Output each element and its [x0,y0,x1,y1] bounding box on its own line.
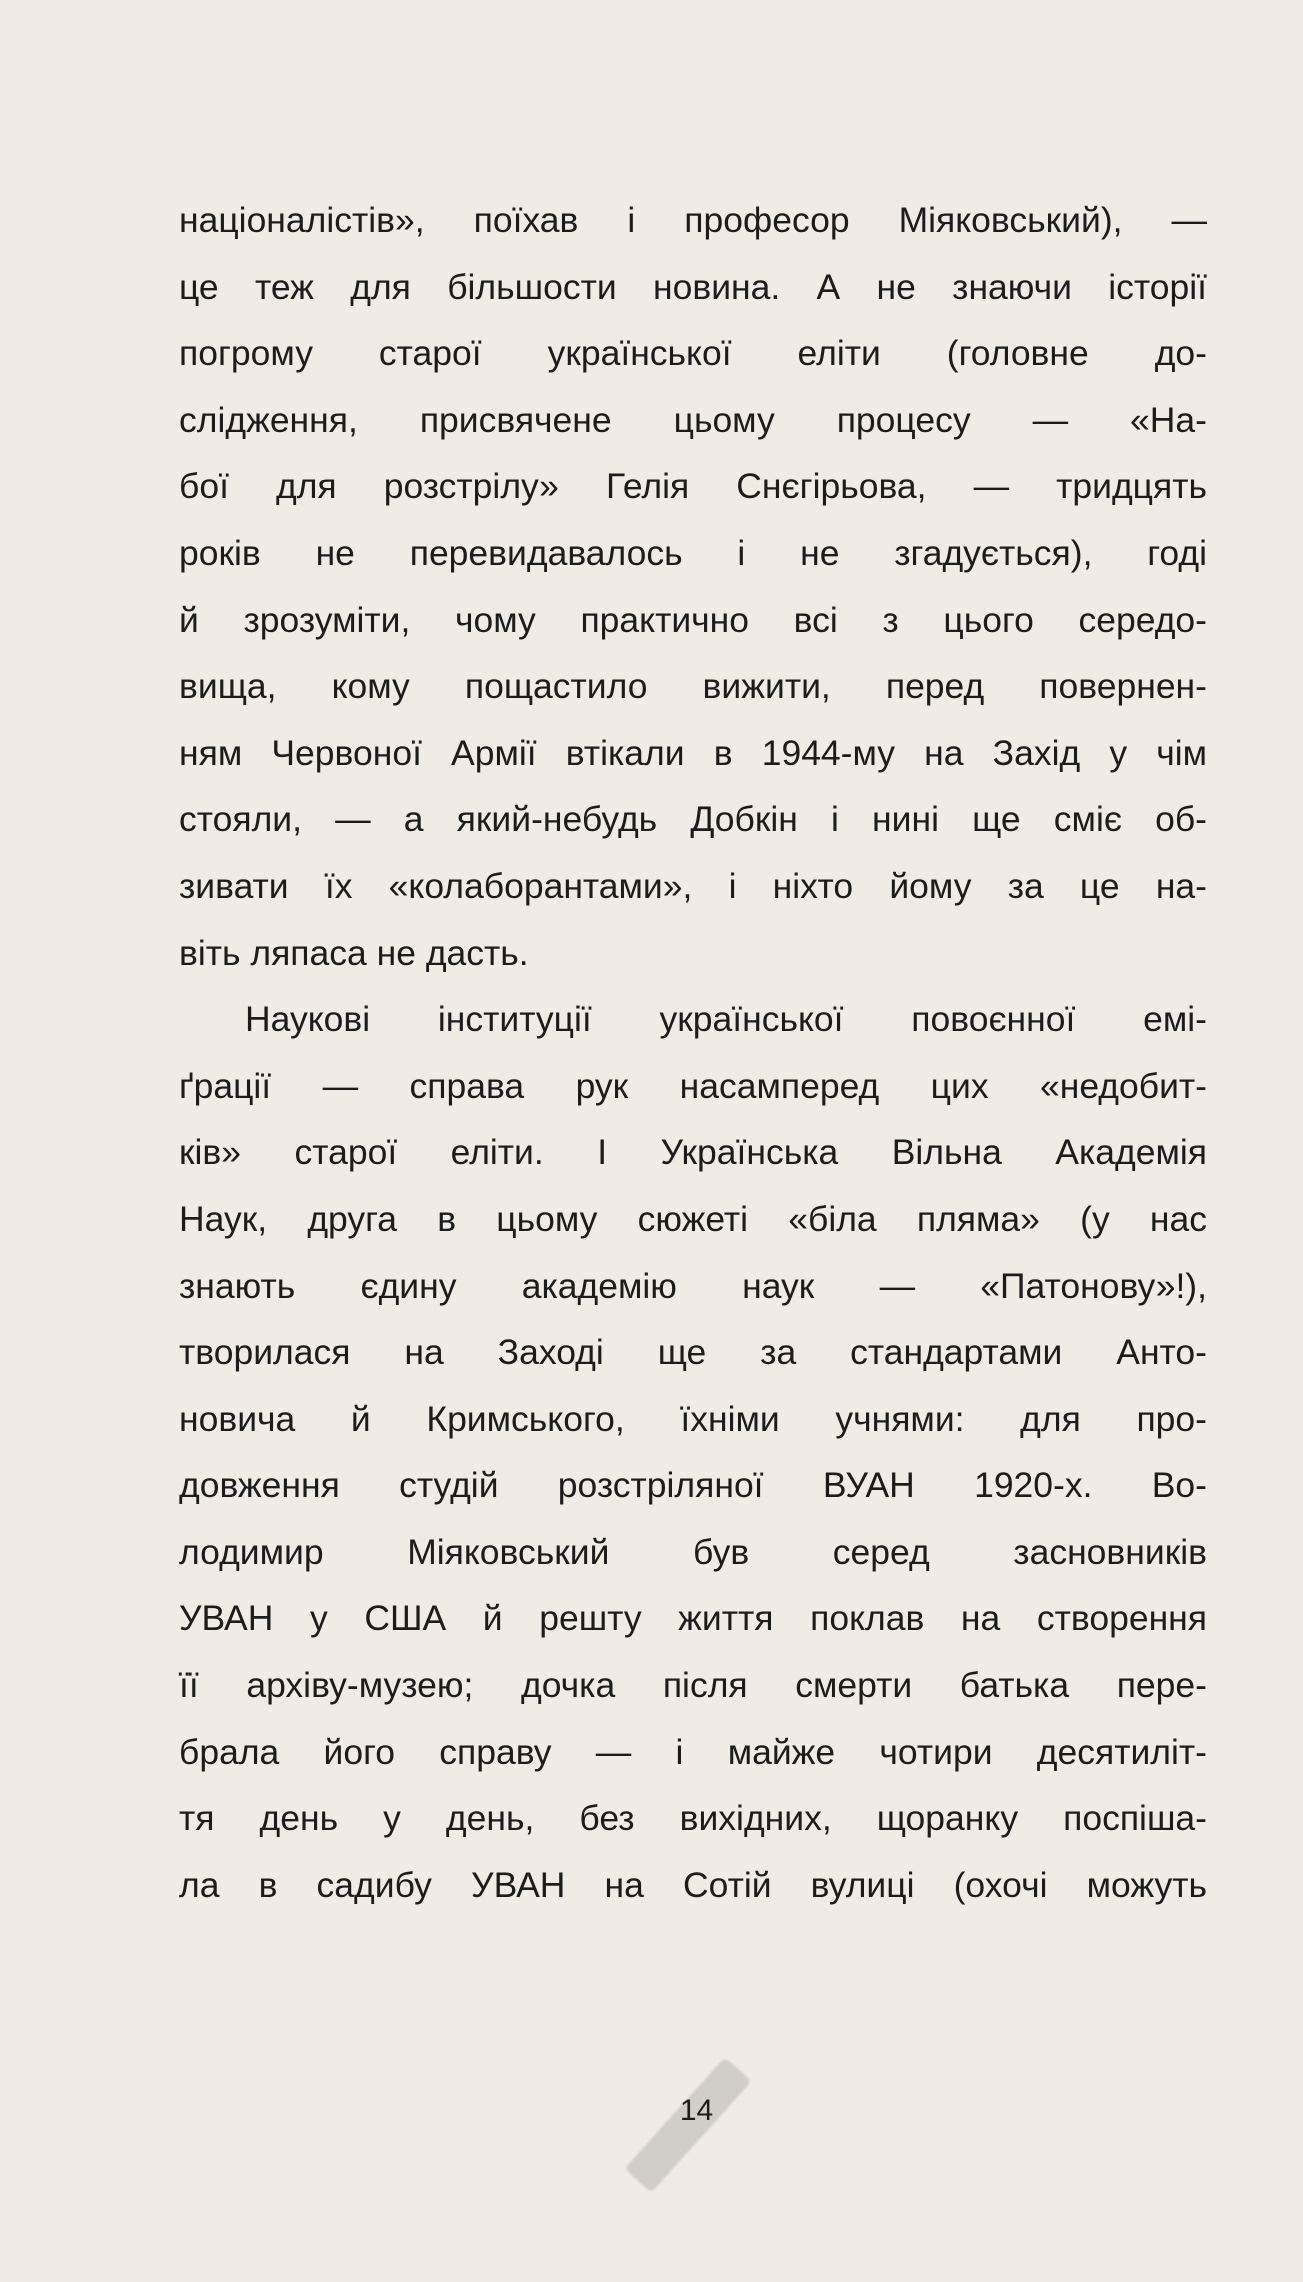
text-line: ків» старої еліти. І Українська Вільна Академія [179,1132,1207,1173]
text-line: тя день у день, без вихідних, щоранку поспіша- [179,1798,1207,1839]
text-line: націоналістів», поїхав і професор Міяковський), — [179,200,1207,240]
text-line: зивати їх «колаборантами», і ніхто йому за це на- [179,865,1207,906]
text-line: довження студій розстріляної ВУАН 1920-х. Во- [179,1465,1207,1506]
text-line: знають єдину академію наук — «Патонову»!), [179,1265,1207,1306]
text-line: Наук, друга в цьому сюжеті «біла пляма» (у нас [179,1198,1207,1239]
text-line: це теж для більшости новина. А не знаючи історії [179,266,1207,307]
text-line: погрому старої української еліти (головне до- [179,333,1207,374]
text-line: віть ляпаса не дасть. [179,932,529,973]
paragraph-1 [179,187,1207,986]
text-line: ла в садибу УВАН на Сотій вулиці (охочі можуть [179,1864,1207,1905]
text-line: новича й Кримського, їхніми учнями: для про- [179,1398,1207,1439]
text-line: ням Червоної Армії втікали в 1944-му на Захід у чім [179,732,1207,773]
text-line: слідження, присвячене цьому процесу — «На- [179,399,1207,440]
text-line: ґрації — справа рук насамперед цих «недобит- [179,1065,1207,1106]
body-text [179,187,1207,1918]
text-line: Наукові інституції української повоєнної емі- [245,999,1207,1040]
text-line: лодимир Міяковський був серед засновників [179,1531,1207,1572]
text-line: вища, кому пощастило вижити, перед повернен- [179,666,1207,707]
text-line: й зрозуміти, чому практично всі з цього середо- [179,599,1207,640]
text-line: творилася на Заході ще за стандартами Анто- [179,1332,1207,1373]
text-line: УВАН у США й решту життя поклав на створення [179,1598,1207,1639]
text-line: бої для розстрілу» Гелія Снєгірьова, — тридцять [179,466,1207,507]
text-line: її архіву-музею; дочка після смерти батька пере- [179,1665,1207,1706]
paragraph-2 [179,986,1207,1918]
page-number: 14 [679,2094,714,2127]
text-line: брала його справу — і майже чотири десятиліт- [179,1731,1207,1772]
text-line: стояли, — а який-небудь Добкін і нині ще сміє об- [179,799,1207,840]
text-line: років не перевидавалось і не згадується), годі [179,532,1207,573]
